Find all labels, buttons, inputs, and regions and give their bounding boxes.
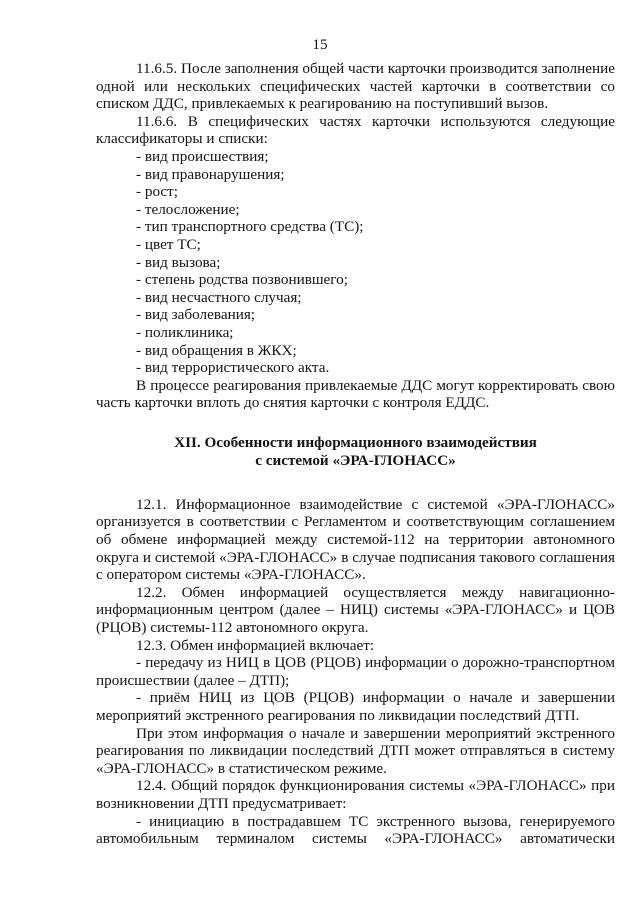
paragraph-12-3: 12.3. Обмен информацией включает: (136, 636, 375, 654)
paragraph-12-3-item1: - передачу из НИЦ в ЦОВ (РЦОВ) информации о дорожно-транспортном происшествии (далее – ДТП); (96, 654, 615, 689)
section-heading (96, 434, 615, 470)
page-number: 15 (312, 36, 328, 53)
section-heading-line2: с системой «ЭРА-ГЛОНАСС» (255, 451, 456, 469)
list-item: - поликлиника; (136, 323, 234, 341)
list-item: - вид несчастного случая; (136, 288, 302, 306)
paragraph-11-6-6: 11.6.6. В специфических частях карточки используются следующие классификаторы и списки: (96, 112, 615, 148)
list-item: - вид вызова; (136, 253, 221, 271)
paragraph-12-4-item1: - инициацию в пострадавшем ТС экстренного вызова, генерируемого автомобильным терминалом системы «ЭРА-ГЛОНАСС» автоматически (96, 812, 615, 848)
paragraph-12-3-note: При этом информация о начале и завершении мероприятий экстренного реагирования по ликвидации последствий ДТП может отправляться в систему «ЭРА-ГЛОНАСС» в статистическом режиме. (96, 724, 615, 777)
list-item: - телосложение; (136, 200, 240, 218)
paragraph-after-list: В процессе реагирования привлекаемые ДДС могут корректировать свою часть карточки вплоть до снятия карточки с контроля ЕДДС. (96, 376, 615, 412)
list-item: - тип транспортного средства (ТС); (136, 218, 364, 236)
paragraph-12-4: 12.4. Общий порядок функционирования системы «ЭРА-ГЛОНАСС» при возникновении ДТП предусматривает: (96, 777, 615, 812)
paragraph-12-3-item2: - приём НИЦ из ЦОВ (РЦОВ) информации о начале и завершении мероприятий экстренного реагирования по ликвидации последствий ДТП. (96, 689, 615, 724)
paragraph-11-6-5: 11.6.5. После заполнения общей части карточки производится заполнение одной или нескольких специфических частей карточки в соответствии со списком ДДС, привлекаемых к реагированию на поступивший вызов. (96, 60, 615, 113)
list-item: - вид происшествия; (136, 147, 269, 165)
list-item: - цвет ТС; (136, 235, 201, 253)
list-item: - вид правонарушения; (136, 165, 285, 183)
list-item: - рост; (136, 183, 179, 201)
section-heading-line1: XII. Особенности информационного взаимодействия (174, 433, 537, 451)
page-content (96, 60, 615, 848)
paragraph-12-1: 12.1. Информационное взаимодействие с системой «ЭРА-ГЛОНАСС» организуется в соответствии с Регламентом и соответствующим соглашением об обмене информацией между системой-112 на территории автономного округа и системой «ЭРА-ГЛОНАСС» в случае подписания такового соглашения с оператором системы «ЭРА-ГЛОНАСС». (96, 495, 615, 584)
paragraph-12-2: 12.2. Обмен информацией осуществляется между навигационно-информационным центром (далее – НИЦ) системы «ЭРА-ГЛОНАСС» и ЦОВ (РЦОВ) системы-112 автономного округа. (96, 583, 615, 637)
list-item: - вид террористического акта. (136, 359, 330, 377)
list-item: - вид заболевания; (136, 306, 256, 324)
list-item: - степень родства позвонившего; (136, 271, 348, 289)
classifier-list (96, 148, 615, 377)
list-item: - вид обращения в ЖКХ; (136, 341, 297, 359)
